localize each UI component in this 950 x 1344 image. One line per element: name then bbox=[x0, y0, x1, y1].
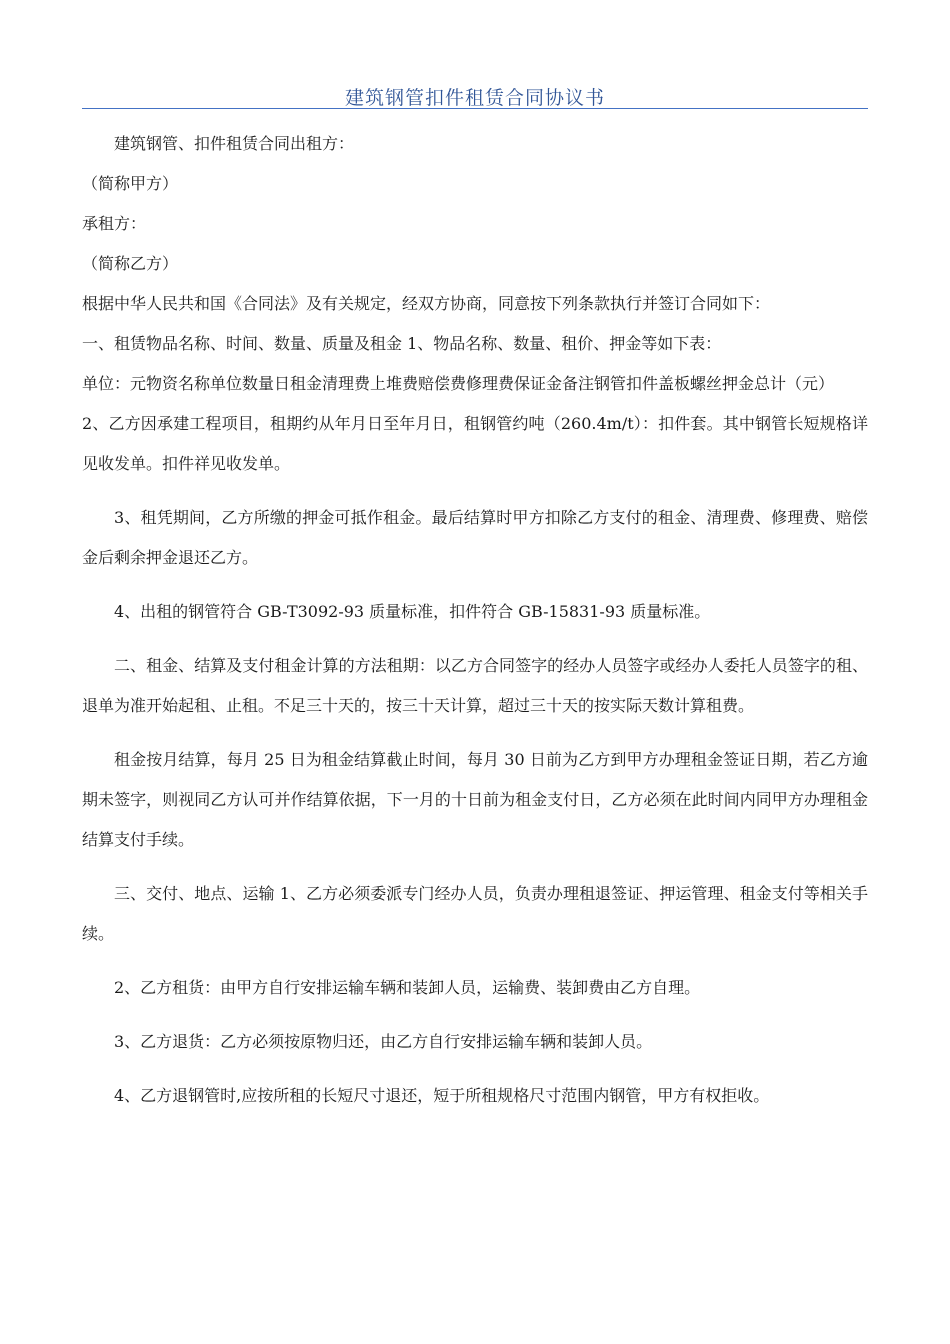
section-3-paragraph: 三、交付、地点、运输 1、乙方必须委派专门经办人员，负责办理租退签证、押运管理、租金支付等相关手续。 bbox=[82, 884, 868, 943]
clause-1-4: 4、出租的钢管符合 GB-T3092-93 质量标准，扣件符合 GB-15831-93 质量标准。 bbox=[114, 602, 711, 621]
rent-settlement-paragraph: 租金按月结算，每月 25 日为租金结算截止时间，每月 30 日前为乙方到甲方办理租金签证日期，若乙方逾期未签字，则视同乙方认可并作结算依据，下一月的十日前为租金支付日，乙方必须在此时间内同甲方办理租金结算支付手续。 bbox=[82, 750, 868, 849]
lessor-line: 建筑钢管、扣件租赁合同出租方： bbox=[114, 134, 355, 153]
table-header-text: 单位：元物资名称单位数量日租金清理费上堆费赔偿费修理费保证金备注钢管扣件盖板螺丝押金总计（元） bbox=[82, 374, 835, 393]
clause-3-2: 2、乙方租货：由甲方自行安排运输车辆和装卸人员，运输费、装卸费由乙方自理。 bbox=[114, 978, 701, 997]
clause-1-3: 3、租凭期间，乙方所缴的押金可抵作租金。最后结算时甲方扣除乙方支付的租金、清理费、修理费、赔偿金后剩余押金退还乙方。 bbox=[82, 508, 868, 567]
section-2-paragraph: 二、租金、结算及支付租金计算的方法租期：以乙方合同签字的经办人员签字或经办人委托人员签字的租、退单为准开始起租、止租。不足三十天的，按三十天计算，超过三十天的按实际天数计算租费。 bbox=[82, 656, 868, 715]
section-1-heading: 一、租赁物品名称、时间、数量、质量及租金 1、物品名称、数量、租价、押金等如下表： bbox=[82, 334, 722, 353]
clause-1-2: 2、乙方因承建工程项目，租期约从年月日至年月日，租钢管约吨（260.4m/t）：扣件套。其中钢管长短规格详见收发单。扣件祥见收发单。 bbox=[82, 414, 868, 473]
document-title: 建筑钢管扣件租赁合同协议书 bbox=[344, 87, 605, 109]
clause-3-3: 3、乙方退货：乙方必须按原物归还，由乙方自行安排运输车辆和装卸人员。 bbox=[114, 1032, 653, 1051]
document-body bbox=[82, 124, 868, 1116]
lessee-abbrev-line: （简称乙方） bbox=[82, 254, 179, 273]
lessee-line: 承租方： bbox=[82, 214, 147, 233]
clause-3-4: 4、乙方退钢管时,应按所租的长短尺寸退还，短于所租规格尺寸范围内钢管，甲方有权拒收。 bbox=[114, 1086, 770, 1105]
title-underline-divider bbox=[82, 108, 868, 109]
lessor-abbrev-line: （简称甲方） bbox=[82, 174, 179, 193]
preamble-paragraph: 根据中华人民共和国《合同法》及有关规定，经双方协商，同意按下列条款执行并签订合同如下： bbox=[82, 294, 771, 313]
